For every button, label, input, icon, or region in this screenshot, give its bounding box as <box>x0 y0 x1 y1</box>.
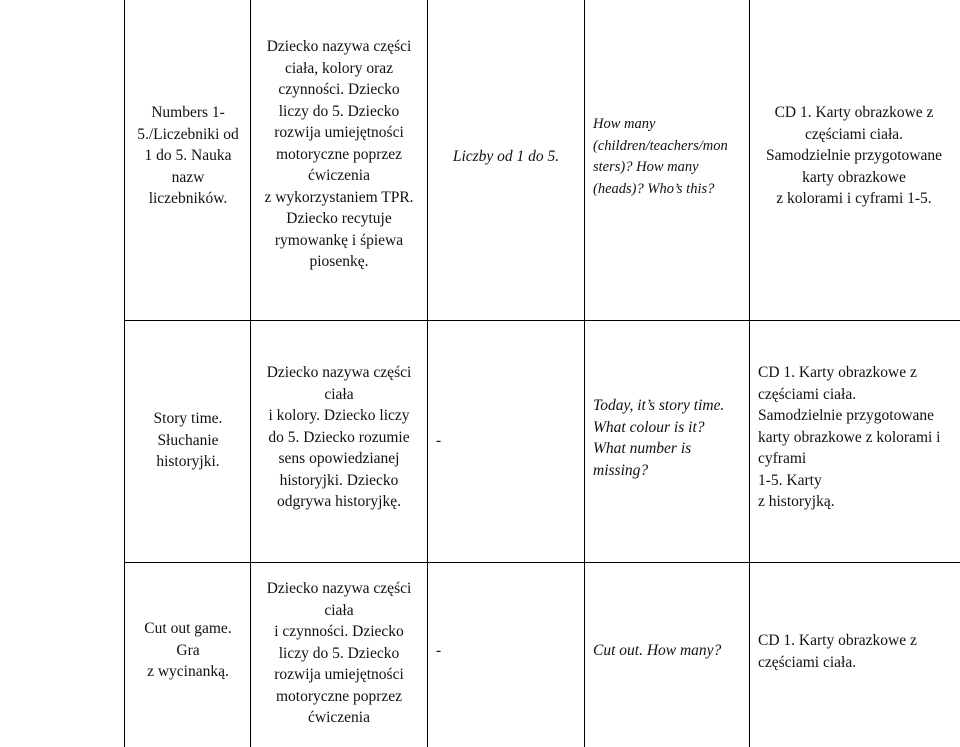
text-line: ciała <box>324 601 354 619</box>
text-line: sens opowiedzianej <box>278 450 400 467</box>
text-line: do 5. Dziecko rozumie <box>268 428 410 446</box>
text-line: missing? <box>593 461 649 479</box>
text-line: i czynności. Dziecko <box>274 623 404 640</box>
table-border-row-2 <box>124 562 960 563</box>
text-line: nazw <box>171 168 205 186</box>
text-line: liczebników. <box>148 190 228 207</box>
text-line: z wycinanką. <box>147 663 229 680</box>
text-line: Dziecko nazywa części <box>266 38 412 55</box>
row-3-topic <box>126 618 250 683</box>
text-line: - <box>436 432 442 449</box>
text-line: What colour is it? <box>593 418 705 436</box>
row-2-materials <box>758 362 958 513</box>
text-line: częściami ciała. <box>804 125 904 143</box>
text-line: 5./Liczebniki od <box>137 125 239 143</box>
text-line: Słuchanie <box>157 431 219 449</box>
text-line: CD 1. Karty obrazkowe z <box>774 104 934 121</box>
text-line: rozwija umiejętności <box>274 124 404 141</box>
row-3-goals <box>252 578 426 729</box>
text-line: z historyjką. <box>758 493 835 510</box>
row-3-content <box>436 640 576 662</box>
text-line: częściami ciała. <box>758 385 857 403</box>
text-line: z kolorami i cyframi 1-5. <box>776 190 932 207</box>
row-1-topic <box>126 102 250 210</box>
text-line: karty obrazkowe z kolorami i <box>758 428 941 446</box>
text-line: ciała <box>324 385 354 403</box>
text-line: Numbers 1- <box>151 104 225 121</box>
text-line: (children/teachers/mon <box>593 137 728 154</box>
text-line: Cut out game. <box>144 620 232 637</box>
text-line: cyframi <box>758 450 807 467</box>
text-line: How many <box>593 116 656 132</box>
row-1-materials <box>751 102 957 210</box>
text-line: Story time. <box>153 410 223 427</box>
text-line: historyjki. Dziecko <box>279 471 399 489</box>
text-line: i kolory. Dziecko liczy <box>268 407 410 424</box>
table-border-row-1 <box>124 320 960 321</box>
text-line: liczy do 5. Dziecko <box>278 102 400 120</box>
text-line: częściami ciała. <box>758 653 857 671</box>
row-2-phrases <box>593 395 749 481</box>
text-line: 1 do 5. Nauka <box>144 147 232 164</box>
row-1-phrases <box>593 114 749 200</box>
text-line: Today, it’s story time. <box>593 397 725 414</box>
row-1-content <box>429 146 583 168</box>
text-line: czynności. Dziecko <box>278 81 400 98</box>
table-border-col-2 <box>250 0 251 747</box>
text-line: Samodzielnie przygotowane <box>765 147 943 164</box>
text-line: rymowankę i śpiewa <box>274 231 404 249</box>
table-border-col-3 <box>427 0 428 747</box>
text-line: ćwiczenia <box>308 167 370 184</box>
text-line: Dziecko recytuje <box>286 210 392 227</box>
table-border-col-4 <box>584 0 585 747</box>
text-line: sters)? How many <box>593 159 699 175</box>
text-line: 1-5. Karty <box>758 471 822 489</box>
text-line: karty obrazkowe <box>802 168 906 186</box>
text-line: - <box>436 642 442 659</box>
text-line: Cut out. How many? <box>593 642 722 659</box>
row-1-goals <box>252 36 426 273</box>
text-line: ćwiczenia <box>308 709 370 726</box>
text-line: liczy do 5. Dziecko <box>278 644 400 662</box>
table-border-col-1 <box>124 0 125 747</box>
text-line: CD 1. Karty obrazkowe z <box>758 632 917 649</box>
text-line: ciała, kolory oraz <box>284 59 393 77</box>
table-border-col-5 <box>749 0 750 747</box>
row-3-phrases <box>593 640 749 662</box>
text-line: Liczby od 1 do 5. <box>452 148 560 165</box>
text-line: Samodzielnie przygotowane <box>758 407 935 424</box>
text-line: motoryczne poprzez <box>275 687 403 705</box>
text-line: odgrywa historyjkę. <box>277 493 401 510</box>
text-line: motoryczne poprzez <box>275 145 403 163</box>
text-line: What number is <box>593 440 692 457</box>
row-2-content <box>436 430 576 452</box>
text-line: Dziecko nazywa części <box>266 580 412 597</box>
text-line: piosenkę. <box>309 253 369 270</box>
row-3-materials <box>758 630 958 673</box>
text-line: CD 1. Karty obrazkowe z <box>758 364 917 381</box>
text-line: z wykorzystaniem TPR. <box>264 188 414 206</box>
row-2-goals <box>252 362 426 513</box>
text-line: Dziecko nazywa części <box>266 364 412 381</box>
text-line: rozwija umiejętności <box>274 666 404 683</box>
row-2-topic <box>126 408 250 473</box>
text-line: historyjki. <box>156 453 220 470</box>
text-line: Gra <box>176 641 200 659</box>
text-line: (heads)? Who’s this? <box>593 180 715 197</box>
